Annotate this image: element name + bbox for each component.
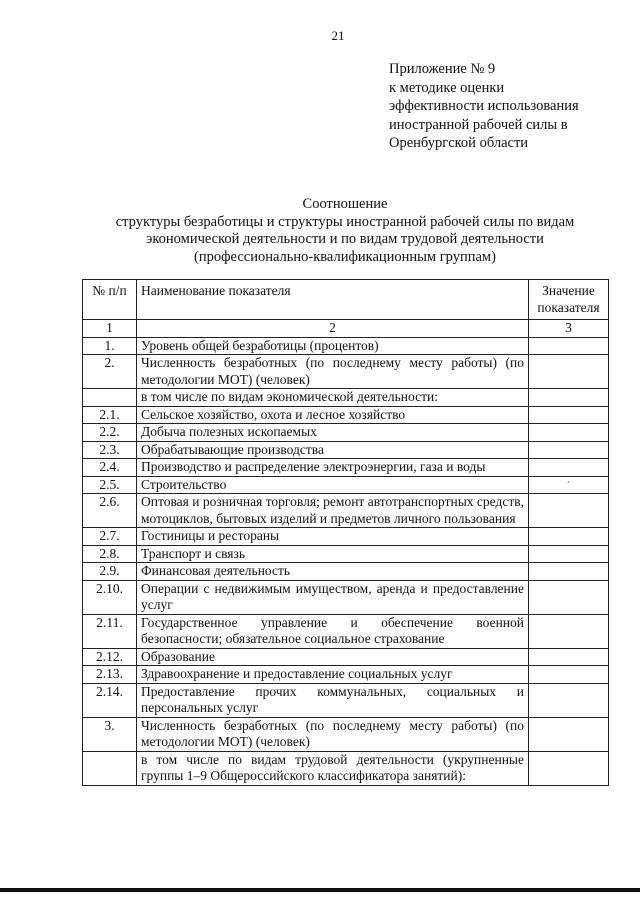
column-number: 2 bbox=[137, 320, 529, 338]
row-indicator-name: в том числе по видам трудовой деятельности (укрупненные группы 1–9 Общероссийского классификатора занятий): bbox=[137, 751, 529, 785]
row-number: 2.2. bbox=[83, 424, 137, 442]
table-row bbox=[83, 545, 609, 563]
table-row bbox=[83, 441, 609, 459]
table-row bbox=[83, 355, 609, 389]
row-indicator-name: Уровень общей безработицы (процентов) bbox=[137, 337, 529, 355]
table-row bbox=[83, 389, 609, 407]
row-indicator-value bbox=[529, 717, 609, 751]
appendix-line: иностранной рабочей силы в bbox=[389, 116, 568, 133]
row-indicator-name: Транспорт и связь bbox=[137, 545, 529, 563]
page-number: 21 bbox=[331, 28, 345, 43]
row-indicator-value bbox=[529, 545, 609, 563]
row-number: 3. bbox=[83, 717, 137, 751]
appendix-line: к методике оценки bbox=[389, 79, 505, 96]
row-indicator-value bbox=[529, 666, 609, 684]
row-indicator-name: Численность безработных (по последнему месту работы) (по методологии МОТ) (человек) bbox=[137, 355, 529, 389]
row-indicator-value bbox=[529, 751, 609, 785]
row-number: 2.10. bbox=[83, 580, 137, 614]
row-indicator-name: Финансовая деятельность bbox=[137, 563, 529, 581]
table-header-row bbox=[83, 280, 609, 320]
table-row bbox=[83, 406, 609, 424]
indicators-table bbox=[82, 279, 609, 786]
title-line: Соотношение bbox=[302, 196, 388, 212]
row-indicator-name: Государственное управление и обеспечение военной безопасности; обязательное социальное страхование bbox=[137, 614, 529, 648]
appendix-note bbox=[389, 60, 629, 153]
row-indicator-value bbox=[529, 683, 609, 717]
table-row bbox=[83, 528, 609, 546]
row-indicator-value bbox=[529, 614, 609, 648]
table-row bbox=[83, 494, 609, 528]
header-indicator-name: Наименование показателя bbox=[137, 280, 529, 320]
document-title bbox=[80, 196, 610, 266]
appendix-line: эффективности использования bbox=[389, 98, 579, 114]
header-indicator-value: Значение показателя bbox=[529, 280, 609, 320]
header-number: № п/п bbox=[83, 280, 137, 320]
row-number: 2.7. bbox=[83, 528, 137, 546]
column-number: 3 bbox=[529, 320, 609, 338]
row-indicator-name: Здравоохранение и предоставление социальных услуг bbox=[137, 666, 529, 684]
row-indicator-value bbox=[529, 476, 609, 494]
row-number: 2.8. bbox=[83, 545, 137, 563]
table-row bbox=[83, 424, 609, 442]
appendix-line: Приложение № 9 bbox=[389, 61, 496, 77]
row-number: 2.4. bbox=[83, 459, 137, 477]
row-indicator-value bbox=[529, 424, 609, 442]
row-indicator-name: Строительство bbox=[137, 476, 529, 494]
table-row bbox=[83, 717, 609, 751]
table-row bbox=[83, 476, 609, 494]
row-number: 2.5. bbox=[83, 476, 137, 494]
row-indicator-value bbox=[529, 389, 609, 407]
row-indicator-value bbox=[529, 406, 609, 424]
row-indicator-name: в том числе по видам экономической деятельности: bbox=[137, 389, 529, 407]
table-row bbox=[83, 337, 609, 355]
row-indicator-name: Обрабатывающие производства bbox=[137, 441, 529, 459]
row-indicator-name: Сельское хозяйство, охота и лесное хозяйство bbox=[137, 406, 529, 424]
row-indicator-name: Гостиницы и рестораны bbox=[137, 528, 529, 546]
row-indicator-value bbox=[529, 494, 609, 528]
row-number bbox=[83, 751, 137, 785]
appendix-line: Оренбургской области bbox=[389, 135, 529, 151]
title-line: (профессионально-квалификационным группам) bbox=[194, 248, 496, 265]
title-line: структуры безработицы и структуры иностранной рабочей силы по видам bbox=[115, 213, 575, 230]
row-indicator-name: Предоставление прочих коммунальных, социальных и персональных услуг bbox=[137, 683, 529, 717]
row-indicator-value bbox=[529, 355, 609, 389]
row-indicator-value bbox=[529, 580, 609, 614]
row-number: 2.1. bbox=[83, 406, 137, 424]
row-indicator-name: Оптовая и розничная торговля; ремонт автотранспортных средств, мотоциклов, бытовых изделий и предметов личного пользования bbox=[137, 494, 529, 528]
table-row bbox=[83, 459, 609, 477]
row-number: 2.12. bbox=[83, 648, 137, 666]
row-number: 2.6. bbox=[83, 494, 137, 528]
table-row bbox=[83, 751, 609, 785]
table-row bbox=[83, 563, 609, 581]
table-row bbox=[83, 580, 609, 614]
title-line: экономической деятельности и по видам трудовой деятельности bbox=[146, 231, 544, 247]
row-number bbox=[83, 389, 137, 407]
row-indicator-name: Численность безработных (по последнему месту работы) (по методологии МОТ) (человек) bbox=[137, 717, 529, 751]
row-indicator-name: Добыча полезных ископаемых bbox=[137, 424, 529, 442]
page-bottom-rule bbox=[0, 888, 640, 892]
table-row bbox=[83, 666, 609, 684]
row-number: 2.9. bbox=[83, 563, 137, 581]
row-number: 2.11. bbox=[83, 614, 137, 648]
row-number: 2.13. bbox=[83, 666, 137, 684]
row-indicator-value bbox=[529, 528, 609, 546]
value-mark: ˊ bbox=[566, 479, 571, 492]
row-indicator-value bbox=[529, 563, 609, 581]
row-number: 1. bbox=[83, 337, 137, 355]
table-row bbox=[83, 648, 609, 666]
row-indicator-name: Образование bbox=[137, 648, 529, 666]
table-row bbox=[83, 683, 609, 717]
row-number: 2.3. bbox=[83, 441, 137, 459]
row-indicator-name: Операции с недвижимым имуществом, аренда и предоставление услуг bbox=[137, 580, 529, 614]
table-row bbox=[83, 614, 609, 648]
row-indicator-name: Производство и распределение электроэнергии, газа и воды bbox=[137, 459, 529, 477]
row-indicator-value bbox=[529, 648, 609, 666]
column-number: 1 bbox=[83, 320, 137, 338]
row-number: 2. bbox=[83, 355, 137, 389]
row-indicator-value bbox=[529, 337, 609, 355]
column-number-row bbox=[83, 320, 609, 338]
row-indicator-value bbox=[529, 441, 609, 459]
row-number: 2.14. bbox=[83, 683, 137, 717]
row-indicator-value bbox=[529, 459, 609, 477]
